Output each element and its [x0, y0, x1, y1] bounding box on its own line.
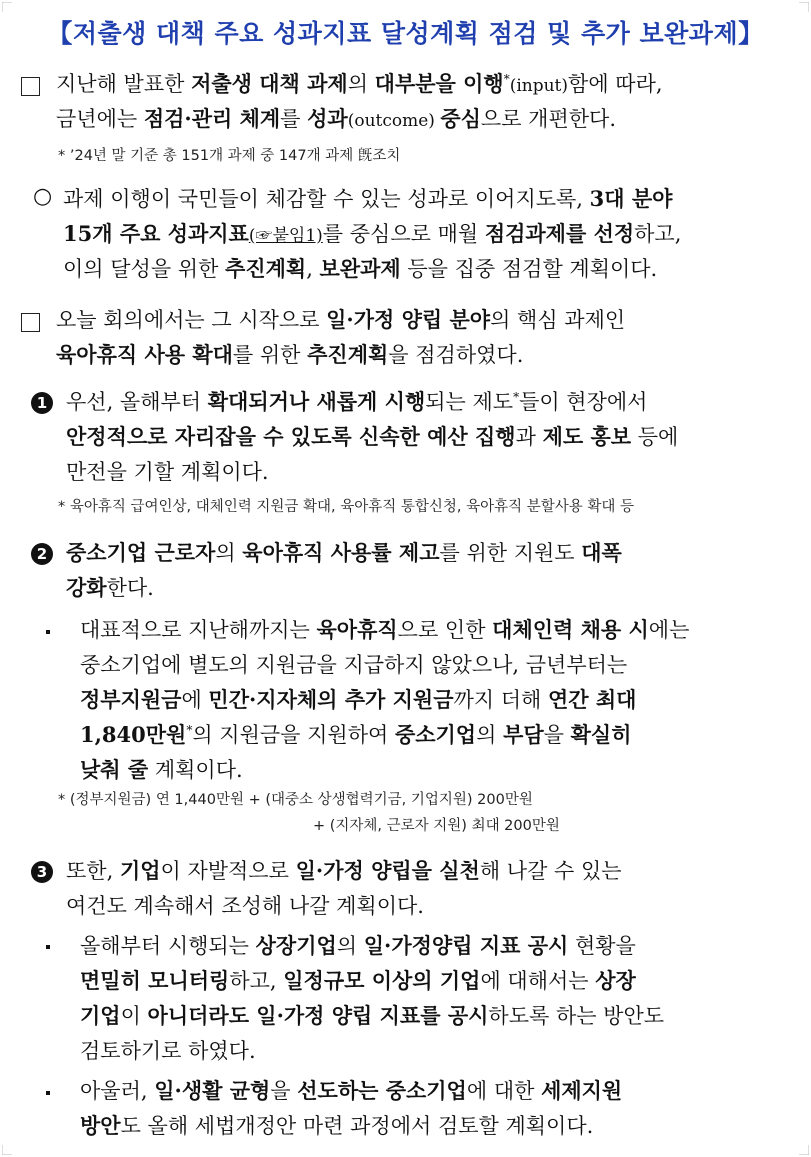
s1-footnote: * ’24년 말 기준 총 151개 과제 중 147개 과제 旣조치 — [58, 148, 401, 164]
s1-line-1: 지난해 발표한 저출생 대책 과제의 대부분을 이행*(input)함에 따라, — [56, 71, 663, 96]
number-1-icon: 1 — [31, 392, 53, 414]
number-2-icon: 2 — [31, 543, 53, 565]
i1-line-3: 만전을 기할 계획이다. — [66, 460, 269, 484]
i3-bullet-line-2: 면밀히 모니터링하고, 일정규모 이상의 기업에 대해서는 상장 — [80, 968, 636, 993]
i2-line-1: 중소기업 근로자의 육아휴직 사용률 제고를 위한 지원도 대폭 — [66, 540, 622, 565]
s2-line-2: 육아휴직 사용 확대를 위한 추진계획을 점검하였다. — [56, 342, 524, 367]
i1-footnote: * 육아휴직 급여인상, 대체인력 지원금 확대, 육아휴직 통합신청, 육아휴직 분할사용 확대 등 — [58, 499, 635, 515]
s1b-line-1: 과제 이행이 국민들이 체감할 수 있는 성과로 이어지도록, 3대 분야 — [63, 186, 673, 211]
i3-bullet-line-4: 검토하기로 하였다. — [80, 1039, 256, 1063]
section-checkbox-icon — [21, 77, 40, 96]
i3-bullet-line-1: 올해부터 시행되는 상장기업의 일·가정양립 지표 공시 현황을 — [80, 933, 636, 958]
bullet-circle-icon: ○ — [33, 184, 53, 209]
section-checkbox-icon — [21, 313, 40, 332]
i3-line-2: 여건도 계속해서 조성해 나갈 계획이다. — [66, 894, 424, 918]
i2-footnote-2: + (지자체, 근로자 지원) 최대 200만원 — [313, 818, 560, 834]
i3-bullet2-line-1: 아울러, 일·생활 균형을 선도하는 중소기업에 대한 세제지원 — [80, 1078, 623, 1103]
s2-line-1: 오늘 회의에서는 그 시작으로 일·가정 양립 분야의 핵심 과제인 — [56, 307, 626, 332]
bullet-dot-icon — [46, 945, 50, 949]
i2-bullet-line-3: 정부지원금에 민간·지자체의 추가 지원금까지 더해 연간 최대 — [80, 687, 637, 712]
crop-mark-top-right — [799, 2, 809, 12]
i2-bullet-line-5: 낮춰 줄 계획이다. — [80, 757, 243, 782]
i2-bullet-line-2: 중소기업에 별도의 지원금을 지급하지 않았으나, 금년부터는 — [80, 653, 628, 677]
crop-mark-top-left — [2, 2, 12, 12]
document-title: 【저출생 대책 주요 성과지표 달성계획 점검 및 추가 보완과제】 — [47, 19, 764, 48]
s1b-line-2: 15개 주요 성과지표(☞붙임1)를 중심으로 매월 점검과제를 선정하고, — [63, 221, 682, 246]
bullet-dot-icon — [46, 1091, 50, 1095]
s1b-line-3: 이의 달성을 위한 추진계획, 보완과제 등을 집중 점검할 계획이다. — [63, 256, 658, 281]
i2-bullet-line-1: 대표적으로 지난해까지는 육아휴직으로 인한 대체인력 채용 시에는 — [80, 617, 690, 642]
i1-line-1: 우선, 올해부터 확대되거나 새롭게 시행되는 제도*들이 현장에서 — [66, 389, 648, 414]
i3-bullet2-line-2: 방안도 올해 세법개정안 마련 과정에서 검토할 계획이다. — [80, 1113, 594, 1138]
i2-bullet-line-4: 1,840만원*의 지원금을 지원하여 중소기업의 부담을 확실히 — [80, 722, 632, 747]
i1-line-2: 안정적으로 자리잡을 수 있도록 신속한 예산 집행과 제도 홍보 등에 — [66, 424, 679, 449]
crop-mark-bottom-left — [2, 1145, 12, 1155]
i2-line-2: 강화한다. — [66, 575, 154, 600]
i2-footnote-1: * (정부지원금) 연 1,440만원 + (대중소 상생협력기금, 기업지원) 200만원 — [58, 792, 533, 808]
crop-mark-bottom-right — [799, 1145, 809, 1155]
number-3-icon: 3 — [31, 861, 53, 883]
s1-line-2: 금년에는 점검·관리 체계를 성과(outcome) 중심으로 개편한다. — [56, 106, 616, 131]
bullet-dot-icon — [46, 630, 50, 634]
i3-bullet-line-3: 기업이 아니더라도 일·가정 양립 지표를 공시하도록 하는 방안도 — [80, 1003, 665, 1028]
i3-line-1: 또한, 기업이 자발적으로 일·가정 양립을 실천해 나갈 수 있는 — [66, 858, 622, 883]
